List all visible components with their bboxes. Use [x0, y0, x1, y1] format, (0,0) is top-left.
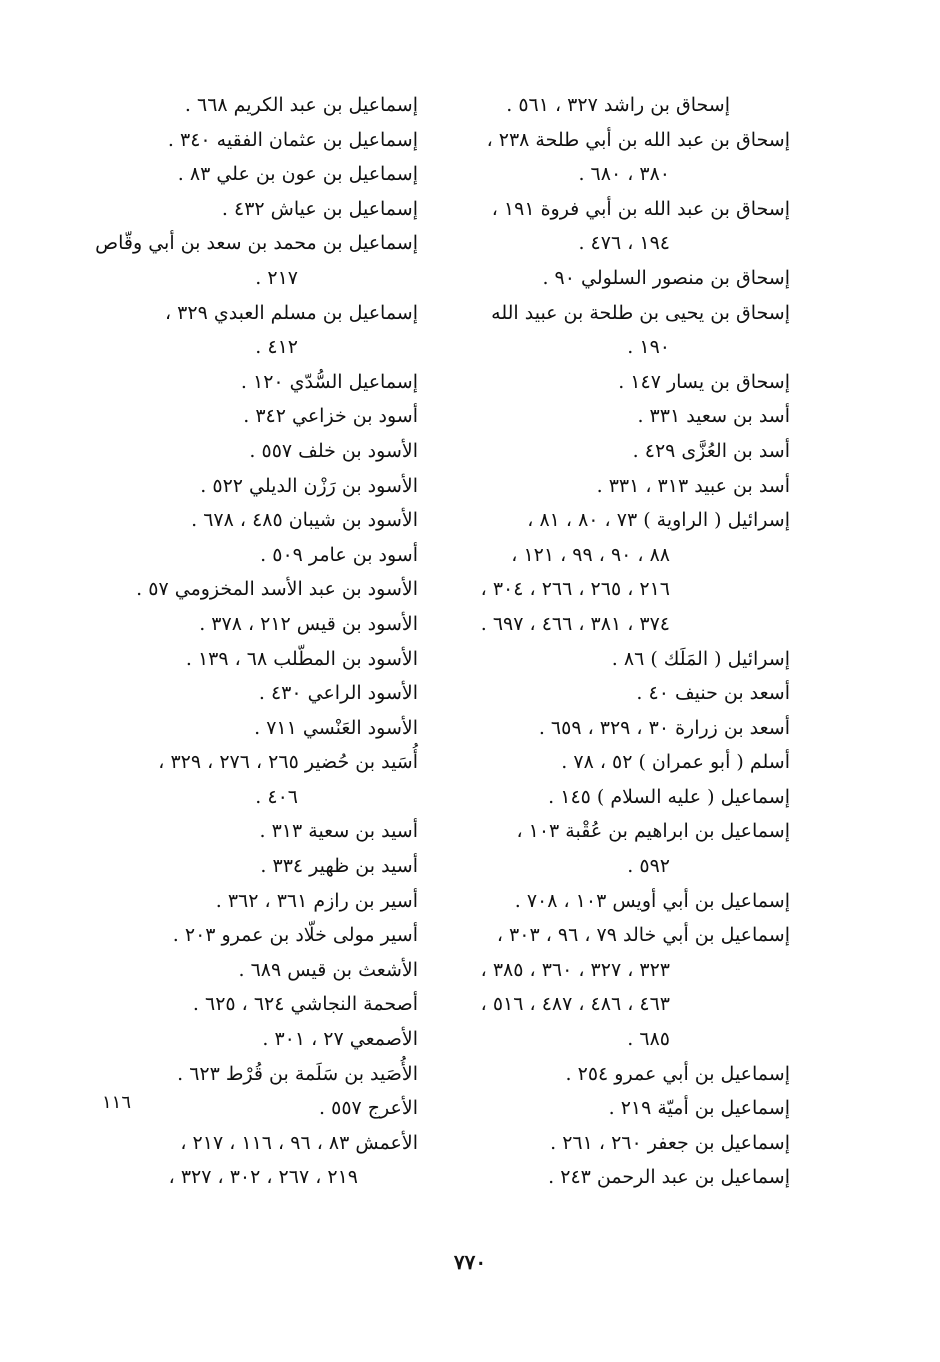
index-entry-line: إسماعيل بن عبد الرحمن ٢٤٣ . — [548, 1166, 790, 1189]
index-entry-line: أسعد بن حنيف ٤٠ . — [636, 682, 790, 705]
index-entry-line: الأصمعي ٢٧ ، ٣٠١ . — [262, 1028, 418, 1051]
index-entry-line: أسلم ( أبو عمران ) ٥٢ ، ٧٨ . — [561, 751, 790, 774]
index-entry-line: إسماعيل بن أميّة ٢١٩ . — [608, 1097, 790, 1120]
index-entry-line: إسرائيل ( المَلَك ) ٨٦ . — [611, 647, 790, 670]
index-entry-line: إسحاق بن عبد الله بن أبي فروة ١٩١ ، — [491, 197, 790, 220]
index-entry-line: إسماعيل بن أبي خالد ٧٩ ، ٩٦ ، ٣٠٣ ، — [496, 924, 790, 947]
index-entry-line: الأسود الراعي ٤٣٠ . — [258, 682, 418, 705]
index-entry-line: إسحاق بن منصور السلولي ٩٠ . — [542, 266, 790, 289]
index-entry-line: الأشعث بن قيس ٦٨٩ . — [238, 958, 418, 981]
index-entry-line: الأعرج ٥٥٧ . — [319, 1097, 418, 1120]
index-entry-line: أسد بن سعيد ٣٣١ . — [637, 405, 790, 428]
index-entry-line: أسد بن عبيد ٣١٣ ، ٣٣١ . — [596, 474, 790, 497]
index-entry-line: أسيد بن سعية ٣١٣ . — [259, 820, 418, 843]
index-entry-line: أصحمة النجاشي ٦٢٤ ، ٦٢٥ . — [192, 993, 418, 1016]
index-entry-line: إسماعيل بن ابراهيم بن عُقْبة ١٠٣ ، — [516, 820, 790, 843]
page-number: ٧٧٠ — [453, 1250, 487, 1274]
index-entry-line: إسماعيل بن عون بن علي ٨٣ . — [177, 163, 418, 186]
index-entry-line: ٢١٧ . — [255, 266, 298, 289]
index-entry-line: ٤١٢ . — [255, 336, 298, 359]
index-entry-line: ٤٦٣ ، ٤٨٦ ، ٤٨٧ ، ٥١٦ ، — [480, 993, 670, 1016]
index-entry-line: ٢١٩ ، ٢٦٧ ، ٣٠٢ ، ٣٢٧ ، — [168, 1166, 358, 1189]
index-entry-line: الأُصَيد بن سَلَمة بن قُرْط ٦٢٣ . — [177, 1062, 418, 1085]
index-entry-line: ١٩٠ . — [627, 336, 670, 359]
index-entry-line: ٣٢٣ ، ٣٢٧ ، ٣٦٠ ، ٣٨٥ ، — [480, 958, 670, 981]
index-entry-line: أسود بن خزاعي ٣٤٢ . — [243, 405, 418, 428]
index-entry-line: إسحاق بن عبد الله بن أبي طلحة ٢٣٨ ، — [486, 128, 790, 151]
index-entry-line: إسماعيل بن محمد بن سعد بن أبي وقّاص — [95, 232, 418, 255]
index-entry-line: الأعمش ٨٣ ، ٩٦ ، ١١٦ ، ٢١٧ ، — [180, 1131, 418, 1154]
index-entry-line: ٤٠٦ . — [255, 785, 298, 808]
index-entry-line: أسعد بن زرارة ٣٠ ، ٣٢٩ ، ٦٥٩ . — [538, 716, 790, 739]
index-entry-line: ٦٨٥ . — [627, 1028, 670, 1051]
index-entry-line: إسماعيل ( عليه السلام ) ١٤٥ . — [548, 785, 790, 808]
index-column-right — [450, 88, 790, 1195]
index-entry-line: ٢١٦ ، ٢٦٥ ، ٢٦٦ ، ٣٠٤ ، — [480, 578, 670, 601]
index-entry-line: أسير مولى خلّاد بن عمرو ٢٠٣ . — [172, 924, 418, 947]
index-column-left — [78, 88, 418, 1195]
index-entry-line: الأسود بن شيبان ٤٨٥ ، ٦٧٨ . — [191, 509, 418, 532]
index-entry-line: إسماعيل بن عياش ٤٣٢ . — [221, 197, 418, 220]
index-entry-line: إسماعيل بن مسلم العبدي ٣٢٩ ، — [164, 301, 418, 324]
index-entry-line: أسود بن عامر ٥٠٩ . — [260, 543, 418, 566]
index-entry-line: إسحاق بن يسار ١٤٧ . — [618, 370, 790, 393]
index-entry-line: ١٩٤ ، ٤٧٦ . — [578, 232, 670, 255]
index-entry-line: إسحاق بن يحيى بن طلحة بن عبيد الله — [491, 301, 790, 324]
index-entry-line: الأسود بن رَزْن الديلي ٥٢٢ . — [200, 474, 418, 497]
index-entry-line: الأسود العَنْسي ٧١١ . — [254, 716, 418, 739]
index-entry-line: إسماعيل بن أبي عمرو ٢٥٤ . — [565, 1062, 790, 1085]
index-entry-line: أسير بن رازم ٣٦١ ، ٣٦٢ . — [215, 889, 418, 912]
index-entry-line: إسماعيل السُّدّي ١٢٠ . — [240, 370, 418, 393]
index-entry-line: الأسود بن المطّلب ٦٨ ، ١٣٩ . — [185, 647, 418, 670]
index-entry-line: إسحاق بن راشد ٣٢٧ ، ٥٦١ . — [506, 94, 730, 116]
index-entry-line: أسد بن العُزَّى ٤٢٩ . — [632, 439, 790, 462]
index-entry-line: ٣٧٤ ، ٣٨١ ، ٤٦٦ ، ٦٩٧ . — [480, 612, 670, 635]
index-entry-line: إسرائيل ( الراوية ) ٧٣ ، ٨٠ ، ٨١ ، — [527, 509, 790, 532]
index-entry-line: إسماعيل بن أبي أويس ١٠٣ ، ٧٠٨ . — [514, 889, 790, 912]
index-entry-line: ٣٨٠ ، ٦٨٠ . — [578, 163, 670, 186]
index-entry-line: إسماعيل بن عثمان الفقيه ٣٤٠ . — [167, 128, 418, 151]
index-entry-line: ٨٨ ، ٩٠ ، ٩٩ ، ١٢١ ، — [511, 543, 670, 566]
index-entry-line: الأسود بن عبد الأسد المخزومي ٥٧ . — [136, 578, 418, 601]
index-entry-line: ٥٩٢ . — [627, 855, 670, 878]
margin-note: ١١٦ — [102, 1092, 132, 1113]
index-entry-line: إسماعيل بن جعفر ٢٦٠ ، ٢٦١ . — [550, 1131, 790, 1154]
index-entry-line: أسيد بن ظهير ٣٣٤ . — [260, 855, 418, 878]
index-entry-line: أُسَيد بن حُضير ٢٦٥ ، ٢٧٦ ، ٣٢٩ ، — [158, 751, 418, 774]
index-entry-line: الأسود بن قيس ٢١٢ ، ٣٧٨ . — [199, 612, 418, 635]
index-entry-line: إسماعيل بن عبد الكريم ٦٦٨ . — [184, 94, 418, 116]
index-entry-line: الأسود بن خلف ٥٥٧ . — [249, 439, 418, 462]
